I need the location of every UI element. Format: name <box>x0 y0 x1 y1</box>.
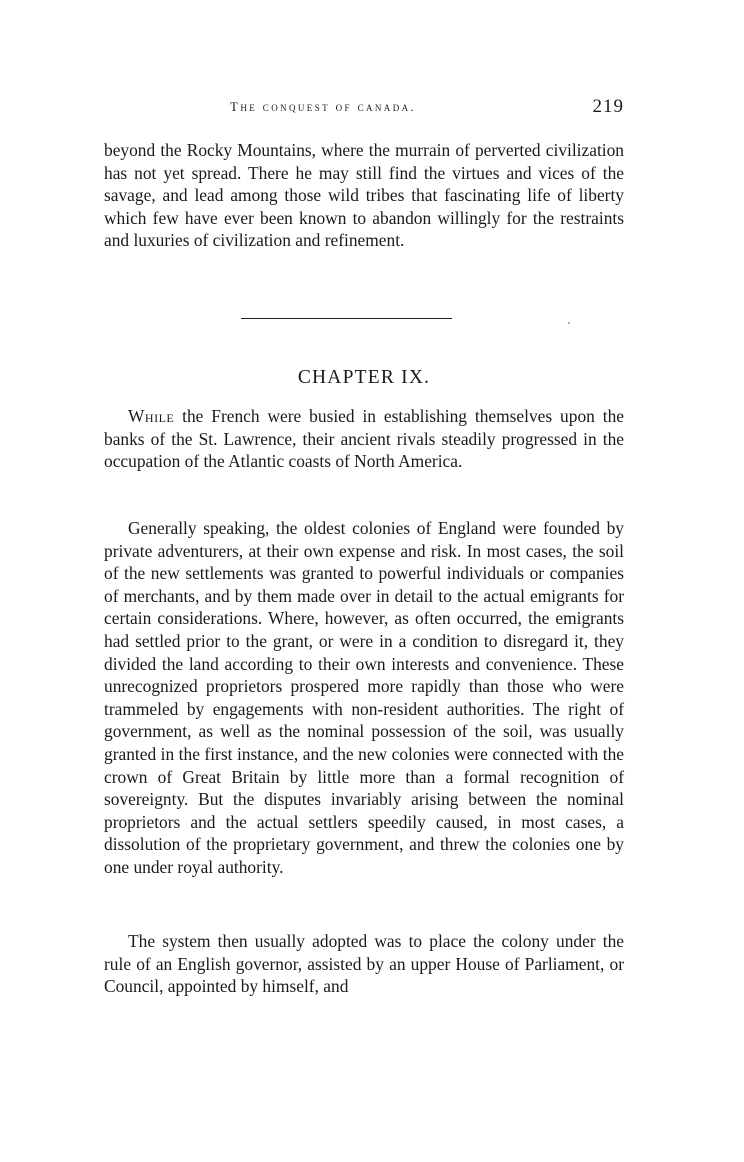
colonies-paragraph: Generally speaking, the oldest colonies of England were founded by private adventurers, at their own expense and risk. In most cases, the soil of the new settlements was granted to powerful individuals or companies of merchants, and by them made over in detail to the actual emigrants for certain considerations. Where, however, as often occurred, the emigrants had settled prior to the grant, or were in a condition to disregard it, they divided the land according to their own interests and convenience. These unrecognized proprietors prospered more rapidly than those who were trammeled by engagements with non-resident authorities. The right of government, as well as the nominal possession of the soil, was usually granted in the first instance, and the new colonies were connected with the crown of Great Britain by little more than a formal recognition of sovereignty. But the disputes invariably arising between the nominal proprietors and the actual settlers speedily caused, in most cases, a dissolution of the proprietary government, and threw the colonies one by one under royal authority. <box>104 518 624 877</box>
opening-paragraph-text: the French were busied in establishing themselves upon the banks of the St. Lawrence, their ancient rivals steadily progressed in the occupation of the Atlantic coasts of North America. <box>104 406 624 472</box>
continuation-paragraph: beyond the Rocky Mountains, where the murrain of perverted civilization has not yet spread. There he may still find the virtues and vices of the savage, and lead among those wild tribes that fascinating life of liberty which few have ever been known to abandon willingly for the restraints and luxuries of civilization and refinement. <box>104 140 624 251</box>
chapter-heading: CHAPTER IX. <box>297 367 431 388</box>
page-number: 219 <box>592 96 624 117</box>
running-title: The conquest of canada. <box>230 99 417 114</box>
running-header <box>104 96 624 120</box>
opening-small-caps-word: While <box>128 406 175 426</box>
paper-speck <box>568 322 570 324</box>
chapter-opening-paragraph <box>104 405 624 473</box>
system-paragraph: The system then usually adopted was to place the colony under the rule of an English governor, assisted by an upper House of Parliament, or Council, appointed by himself, and <box>104 931 624 997</box>
section-divider-rule <box>241 318 452 319</box>
